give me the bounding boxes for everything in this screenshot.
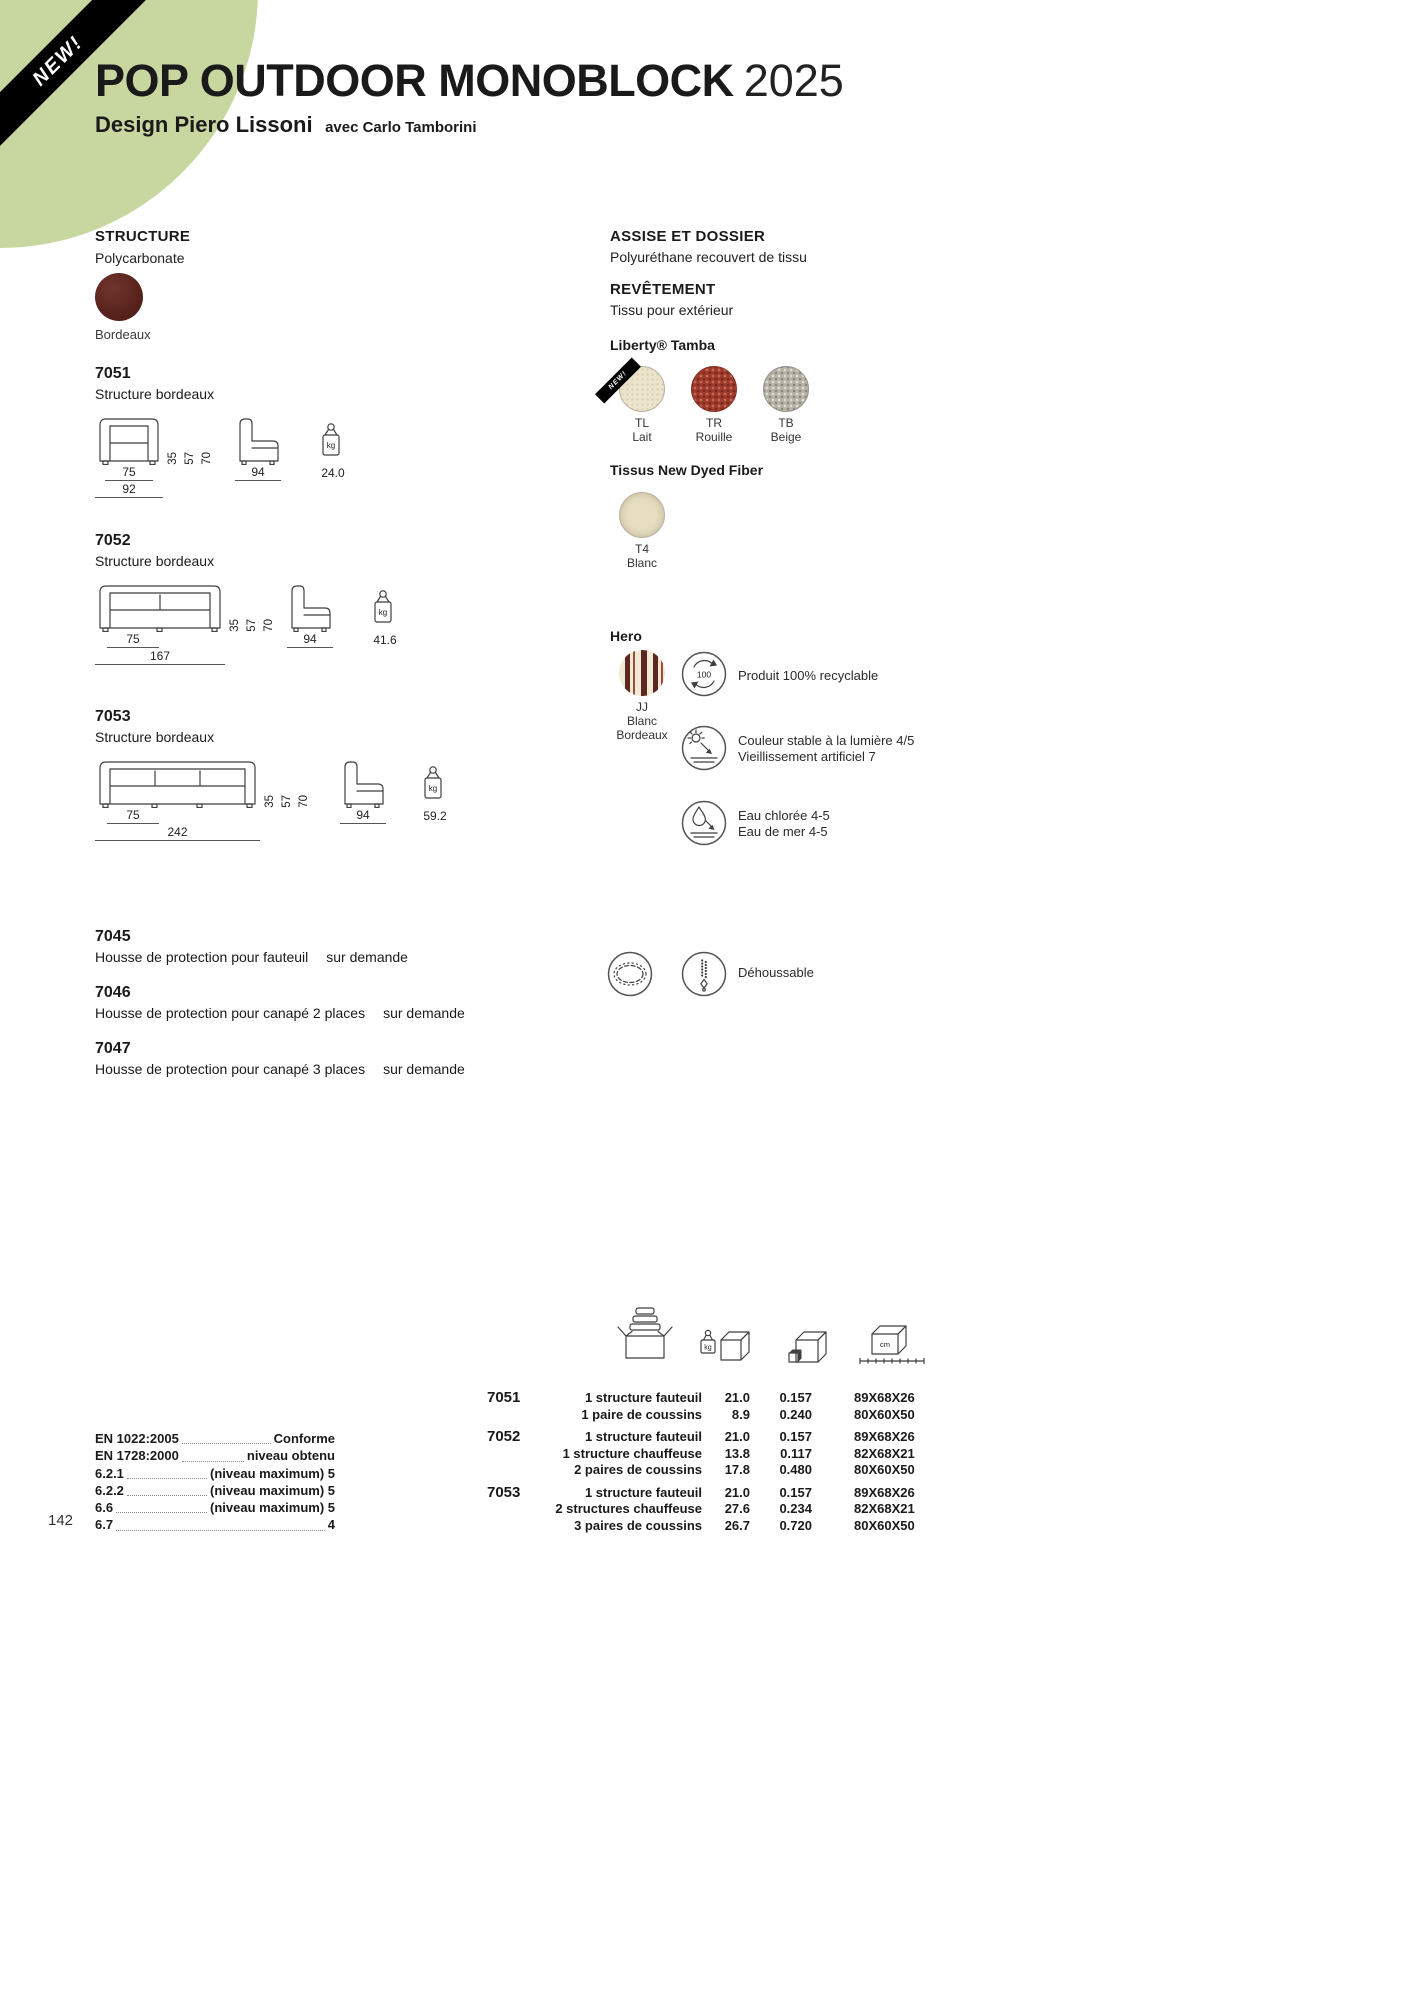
spacer <box>487 1501 537 1518</box>
packing-m3: 0.157 <box>779 1429 812 1444</box>
cover-code: 7047 <box>95 1040 131 1057</box>
standard-code: 6.7 <box>95 1517 114 1533</box>
spacer <box>487 1446 537 1463</box>
packing-desc: 2 paires de coussins <box>574 1462 702 1477</box>
water-line2: Eau de mer 4-5 <box>738 824 828 839</box>
structure-heading: STRUCTURE <box>95 228 191 245</box>
dim-depth: 94 <box>340 809 386 824</box>
standard-row <box>95 1430 335 1447</box>
swatch-name: Beige <box>770 430 802 444</box>
dotted-leader <box>127 1478 207 1479</box>
packing-dim: 89X68X26 <box>854 1484 915 1500</box>
dim-depth: 94 <box>235 466 281 481</box>
standard-row <box>95 1499 335 1516</box>
side-view-drawing <box>340 758 386 813</box>
cover-item-7047 <box>95 1040 465 1077</box>
packing-code: 7053 <box>487 1483 521 1501</box>
product-name: Structure bordeaux <box>95 729 215 745</box>
packing-group-7051 <box>487 1390 947 1423</box>
spacer <box>487 1462 537 1479</box>
bordeaux-swatch <box>95 273 143 321</box>
packing-desc: 3 paires de coussins <box>574 1517 702 1533</box>
water-resistance-text <box>738 808 830 840</box>
cover-name <box>95 1061 465 1077</box>
cover-note: sur demande <box>326 949 408 965</box>
standard-value: (niveau maximum) 5 <box>210 1482 335 1498</box>
table-row <box>487 1407 947 1424</box>
swatch-circle-jj <box>619 650 665 696</box>
standard-row <box>95 1482 335 1499</box>
table-row <box>487 1462 947 1479</box>
swatch-code: TR <box>706 416 722 430</box>
table-row <box>487 1485 947 1502</box>
packing-desc: 1 paire de coussins <box>581 1406 702 1422</box>
dim-overall-width: 167 <box>95 650 225 665</box>
standard-value: 4 <box>327 1517 335 1533</box>
product-name: Structure bordeaux <box>95 553 215 569</box>
dim-height-back: 70 <box>262 619 275 632</box>
lightfastness-text <box>738 733 914 765</box>
weight-icon <box>419 765 447 808</box>
kg-label: kg <box>378 608 388 617</box>
dotted-leader <box>116 1512 207 1513</box>
packing-m3: 0.480 <box>779 1462 812 1477</box>
dim-height-back: 70 <box>200 452 213 465</box>
side-view-drawing <box>235 415 281 470</box>
packing-kg: 27.6 <box>724 1501 750 1516</box>
recyclable-text: Produit 100% recyclable <box>738 668 879 683</box>
fabric-group-liberty: Liberty® Tamba <box>610 337 715 353</box>
page-title <box>95 55 844 107</box>
table-row <box>487 1501 947 1518</box>
swatch-name: Blanc <box>626 556 658 570</box>
packaging-volume-icon <box>786 1326 834 1371</box>
collection-year: 2025 <box>743 55 844 106</box>
cover-item-7046 <box>95 984 465 1021</box>
packing-desc: 2 structures chauffeuse <box>555 1501 702 1516</box>
fabric-group-hero: Hero <box>610 628 642 644</box>
dim-height-seat: 35 <box>264 795 276 808</box>
page-number: 142 <box>48 1512 74 1529</box>
packing-dim: 89X68X26 <box>854 1390 915 1405</box>
packing-kg: 21.0 <box>724 1429 750 1444</box>
height-dimensions <box>229 582 276 632</box>
swatch-circle-t4 <box>619 492 665 538</box>
recyclable-icon <box>680 650 728 703</box>
cover-name-text: Housse de protection pour fauteuil <box>95 949 309 965</box>
swatch-code: TL <box>634 416 649 430</box>
standard-code: EN 1728:2000 <box>95 1448 179 1464</box>
bordeaux-swatch-circle <box>95 273 143 321</box>
table-row <box>487 1390 947 1407</box>
fabric-group-dyed: Tissus New Dyed Fiber <box>610 462 764 478</box>
fabric-swatch-tb <box>750 366 822 444</box>
packing-kg: 21.0 <box>724 1390 750 1405</box>
seat-heading: ASSISE ET DOSSIER <box>610 228 766 245</box>
packaging-contents-icon <box>616 1306 674 1369</box>
weight-value: 59.2 <box>423 809 447 823</box>
product-family-title: POP OUTDOOR MONOBLOCK <box>95 55 734 106</box>
packing-table <box>487 1390 947 1540</box>
standard-value: niveau obtenu <box>246 1448 335 1464</box>
new-ribbon-label: NEW! <box>28 31 88 91</box>
packing-desc: 1 structure fauteuil <box>584 1429 702 1444</box>
standard-value: (niveau maximum) 5 <box>210 1500 335 1516</box>
fabric-swatch-jj <box>606 650 678 742</box>
dim-depth: 94 <box>287 633 333 648</box>
product-block-7052 <box>95 532 565 682</box>
packing-kg: 8.9 <box>731 1406 750 1422</box>
cover-name <box>95 949 408 965</box>
packing-m3: 0.240 <box>779 1406 812 1422</box>
packing-kg: 21.0 <box>724 1484 750 1500</box>
packing-m3: 0.720 <box>779 1517 812 1533</box>
bordeaux-swatch-label: Bordeaux <box>95 327 151 342</box>
product-block-7051 <box>95 365 525 515</box>
swatch-name: Lait <box>632 430 652 444</box>
sofa3-front-drawing <box>95 758 260 813</box>
standard-code: 6.6 <box>95 1500 114 1516</box>
packing-m3: 0.157 <box>779 1390 812 1405</box>
standards-list <box>95 1430 335 1534</box>
cover-code: 7045 <box>95 928 131 945</box>
packing-dim: 80X60X50 <box>854 1462 915 1477</box>
standard-code: 6.2.2 <box>95 1482 124 1498</box>
packaging-weight-icon <box>698 1326 750 1371</box>
table-row <box>487 1518 947 1535</box>
designer-line <box>95 112 477 138</box>
dim-overall-width: 92 <box>95 483 163 498</box>
dotted-leader <box>127 1495 207 1496</box>
packing-m3: 0.234 <box>779 1501 812 1516</box>
packing-kg: 13.8 <box>724 1445 750 1461</box>
standard-value: Conforme <box>273 1431 335 1446</box>
collaborator-name: avec Carlo Tamborini <box>325 119 477 136</box>
dim-height-arm: 57 <box>245 619 258 632</box>
standard-row <box>95 1516 335 1533</box>
swatch-name2: Bordeaux <box>616 728 668 742</box>
kg-label: kg <box>326 441 336 450</box>
standard-value: (niveau maximum) 5 <box>210 1465 335 1481</box>
packing-desc: 1 structure fauteuil <box>584 1390 702 1405</box>
product-code: 7052 <box>95 532 131 549</box>
packaging-dimensions-icon <box>854 1322 930 1373</box>
zipper-icon <box>680 950 728 1003</box>
cover-item-7045 <box>95 928 408 965</box>
cover-code: 7046 <box>95 984 131 1001</box>
packing-desc: 1 structure chauffeuse <box>562 1445 702 1461</box>
height-dimensions <box>264 758 311 808</box>
cover-material: Tissu pour extérieur <box>610 302 734 318</box>
swatch-name: Blanc <box>626 714 658 728</box>
designer-name: Design Piero Lissoni <box>95 112 313 137</box>
cm-label: cm <box>880 1340 890 1349</box>
sofa2-front-drawing <box>95 582 225 637</box>
swatch-circle-tb <box>763 366 809 412</box>
packing-dim: 80X60X50 <box>854 1517 915 1533</box>
dim-height-back: 70 <box>297 795 310 808</box>
dotted-leader <box>182 1461 244 1462</box>
dim-seat-width: 75 <box>105 466 153 481</box>
standard-row <box>95 1447 335 1464</box>
packing-dim: 89X68X26 <box>854 1429 915 1444</box>
fabric-swatch-tr <box>678 366 750 444</box>
packing-dim: 82X68X21 <box>854 1501 915 1516</box>
recycle-value: 100 <box>696 669 712 680</box>
product-name: Structure bordeaux <box>95 386 215 402</box>
packing-code: 7051 <box>487 1389 521 1406</box>
dim-seat-width: 75 <box>107 809 159 824</box>
packing-kg: 26.7 <box>724 1517 750 1533</box>
cover-heading: REVÊTEMENT <box>610 281 716 298</box>
dim-height-seat: 35 <box>229 619 241 632</box>
cover-note: sur demande <box>383 1005 465 1021</box>
dim-seat-width: 75 <box>107 633 159 648</box>
removable-cover-text: Déhoussable <box>738 965 814 980</box>
weight-value: 24.0 <box>321 466 345 480</box>
swatch-code: TB <box>778 416 794 430</box>
weight-value: 41.6 <box>373 633 397 647</box>
dotted-leader <box>182 1443 271 1444</box>
packing-m3: 0.117 <box>780 1445 812 1461</box>
side-view-drawing <box>287 582 333 637</box>
cover-note: sur demande <box>383 1061 465 1077</box>
new-mini-ribbon-label: NEW! <box>607 370 629 391</box>
packing-m3: 0.157 <box>779 1484 812 1500</box>
packing-group-7052 <box>487 1429 947 1479</box>
kg-label: kg <box>704 1344 712 1352</box>
dim-height-arm: 57 <box>183 452 196 465</box>
swatch-circle-tr <box>691 366 737 412</box>
cover-name-text: Housse de protection pour canapé 3 places <box>95 1061 366 1077</box>
fabric-swatch-t4 <box>606 492 678 570</box>
cover-name <box>95 1005 465 1021</box>
packing-dim: 82X68X21 <box>854 1445 915 1461</box>
armchair-front-drawing <box>95 415 163 470</box>
product-code: 7051 <box>95 365 131 382</box>
cover-name-text: Housse de protection pour canapé 2 places <box>95 1005 366 1021</box>
packing-dim: 80X60X50 <box>854 1406 915 1422</box>
standard-row <box>95 1465 335 1482</box>
spacer <box>487 1518 537 1535</box>
packing-desc: 1 structure fauteuil <box>584 1484 702 1500</box>
swatch-name: Rouille <box>695 430 733 444</box>
lightfastness-icon <box>680 724 728 777</box>
lightfastness-line1: Couleur stable à la lumière 4/5 <box>738 733 915 748</box>
dim-height-arm: 57 <box>280 795 293 808</box>
cushion-icon <box>606 950 654 1003</box>
fabric-swatch-tl <box>606 366 678 444</box>
water-line1: Eau chlorée 4-5 <box>738 808 830 823</box>
standard-code: EN 1022:2005 <box>95 1431 179 1446</box>
spacer <box>487 1407 537 1424</box>
height-dimensions <box>167 415 214 465</box>
seat-material: Polyuréthane recouvert de tissu <box>610 249 807 265</box>
packing-code: 7052 <box>487 1428 521 1445</box>
dim-overall-width: 242 <box>95 826 260 841</box>
product-block-7053 <box>95 708 595 858</box>
table-row <box>487 1446 947 1463</box>
product-code: 7053 <box>95 708 131 725</box>
swatch-code: T4 <box>634 542 649 556</box>
standard-code: 6.2.1 <box>95 1465 124 1481</box>
water-resistance-icon <box>680 799 728 852</box>
weight-icon <box>369 589 397 632</box>
dim-height-seat: 35 <box>167 452 179 465</box>
kg-label: kg <box>428 784 438 793</box>
weight-icon <box>317 422 345 465</box>
structure-material: Polycarbonate <box>95 250 185 266</box>
dotted-leader <box>116 1530 325 1531</box>
table-row <box>487 1429 947 1446</box>
packing-group-7053 <box>487 1485 947 1535</box>
swatch-code: JJ <box>636 700 648 714</box>
packing-kg: 17.8 <box>724 1462 750 1477</box>
lightfastness-line2: Vieillissement artificiel 7 <box>738 749 876 764</box>
